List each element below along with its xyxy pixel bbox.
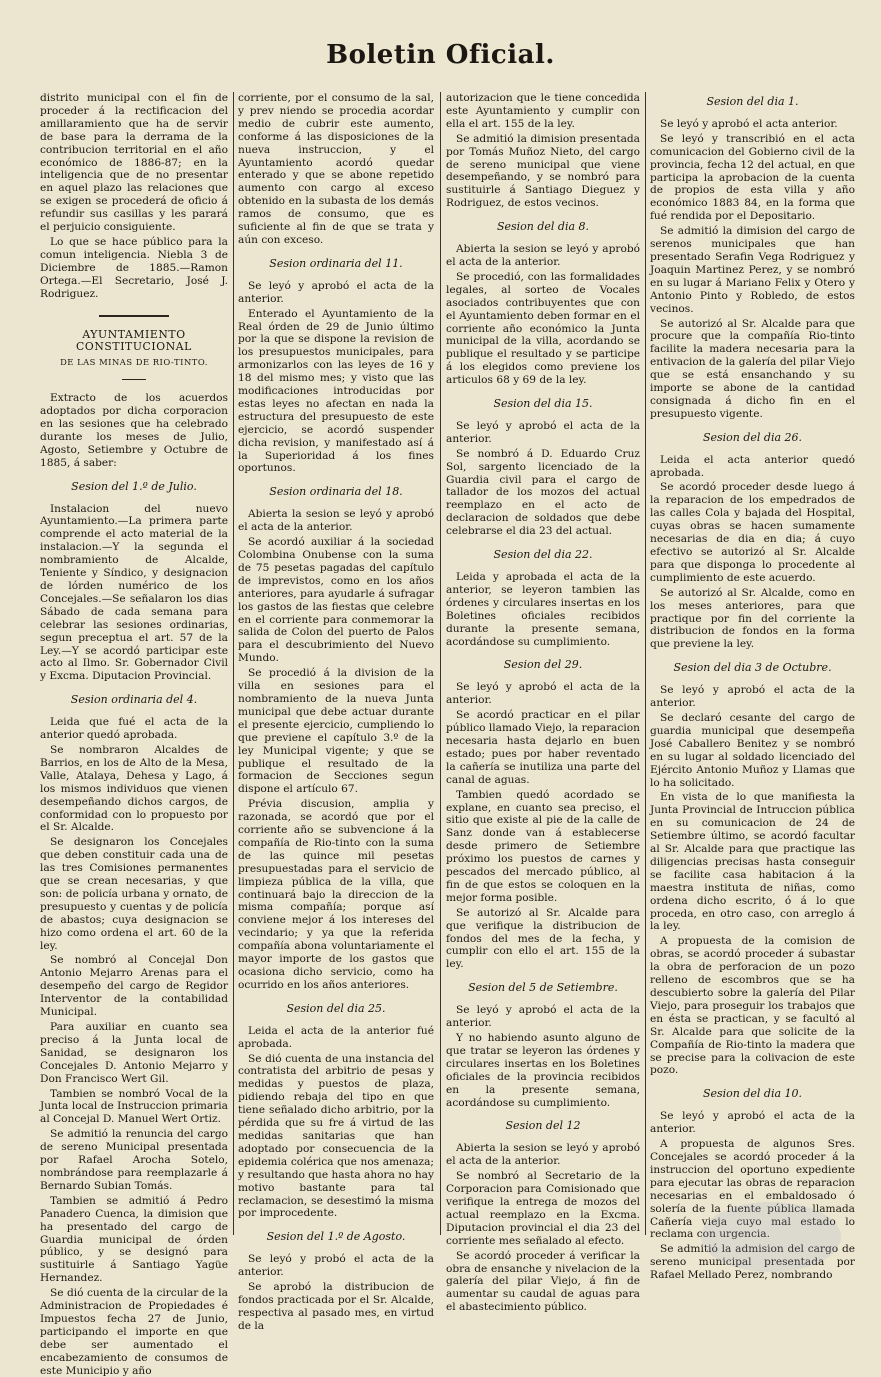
- paragraph: Leida y aprobada el acta de la anterior, se leyeron tambien las órdenes y circulares insertas en los Boletines oficiales recibidos durante la presente semana, acordándose su cumplimiento.: [446, 571, 640, 648]
- paragraph: Se leyó y aprobó el acta de la anterior.: [650, 1110, 855, 1136]
- column-rule: [233, 92, 234, 1235]
- session-heading: Sesion ordinaria del 11.: [269, 256, 403, 270]
- paragraph: Se acordó practicar en el pilar público llamado Viejo, la reparacion necesaria hasta dejarlo en buen estado; pues por haber reventado la cañería se inutiliza una parte del canal de aguas.: [446, 709, 640, 786]
- column-3: [446, 92, 640, 1314]
- paragraph: Leida que fué el acta de la anterior quedó aprobada.: [40, 716, 228, 742]
- session-heading: Sesion del 29.: [503, 658, 583, 672]
- paragraph: Instalacion del nuevo Ayuntamiento.—La primera parte comprende el acto material de la instalacion.—Y la segunda el nombramiento de Alcalde, Teniente y Síndico, y designacion de lórden numérico de los Concejales.—Se señalaron los dias Sábado de cada semana para celebrar las sesiones ordinarias, segun preceptua el art. 57 de la Ley.—Y se acordó participar este acto al Ilmo. Sr. Gobernador Civil y Excma. Diputacion Provincial.: [40, 502, 228, 683]
- column-rule: [440, 92, 441, 1235]
- paragraph: autorizacion que le tiene concedida este Ayuntamiento y cumplir con ella el art. 155 de la ley.: [446, 92, 640, 130]
- paragraph: Tambien quedó acordado se explane, en cuanto sea preciso, el sitio que existe al pie de la calle de Sanz donde van á establecerse desde primero de Setiembre próximo los puestos de carnes y pescados del mercado público, al fin de que estos se coloquen en la mejor forma posible.: [446, 788, 640, 904]
- column-rule: [645, 92, 646, 1235]
- paragraph: Se autorizó al Sr. Alcalde para que procure que la compañía Rio-tinto facilite la madera necesaria para la entivacion de la galería del pilar Viejo que se está ensanchando y su importe se abone de la cantidad consignada á dicho fin en el presupuesto vigente.: [650, 317, 855, 420]
- session-heading: Sesion del 1.º de Julio.: [71, 479, 197, 493]
- paragraph: Se nombró al Secretario de la Corporacion para Comisionado que verifique la entrega de mozos del actual reemplazo en la Excma. Diputacion provincial el dia 23 del corriente mes señalado al efecto.: [446, 1170, 640, 1247]
- column-4: [650, 92, 855, 1282]
- session-heading: Sesion del 12: [505, 1119, 581, 1133]
- session-heading: Sesion del 5 de Setiembre.: [468, 981, 618, 995]
- section-title: AYUNTAMIENTO CONSTITUCIONAL: [76, 327, 192, 354]
- section-subtitle: DE LAS MINAS DE RIO-TINTO.: [60, 357, 208, 368]
- paragraph: Abierta la sesion se leyó y aprobó el acta de la anterior.: [446, 1142, 640, 1168]
- paragraph: Se designaron los Concejales que deben constituir cada una de las tres Comisiones permanentes que se crean necesarias, y que son: de policía urbana y ornato, de presupuesto y cuentas y de policía de abastos; cuya designacion se hizo como ordena el art. 60 de la ley.: [40, 836, 228, 952]
- paragraph: Se dió cuenta de una instancia del contratista del arbitrio de pesas y medidas y puestos de plaza, pidiendo rebaja del tipo en que tiene señalado dicho arbitrio, por la pérdida que su fre á virtud de las medidas sanitarias que han adoptado por consecuencia de la epidemia colérica que nos amenaza; y resultando que hasta ahora no hay motivo bastante para tal reclamacion, se desestimó la misma por improcedente.: [238, 1052, 434, 1220]
- paragraph: Se leyó y aprobó el acta de la anterior.: [446, 681, 640, 707]
- paragraph: Leida el acta anterior quedó aprobada.: [650, 453, 855, 479]
- session-heading: Sesion del dia 26.: [702, 430, 803, 444]
- paragraph: Se leyó y aprobó el acta anterior.: [660, 117, 838, 130]
- session-heading: Sesion del dia 22.: [493, 548, 593, 562]
- paragraph: Tambien se admitió á Pedro Panadero Cuenca, la dimision que ha presentado del cargo de Guardia municipal de órden público, y se designó para sustituirle á Santiago Yagüe Hernandez.: [40, 1194, 228, 1285]
- paragraph: Y no habiendo asunto alguno de que tratar se leyeron las órdenes y circulares insertas en los Boletines oficiales de la provincia recibidos en la presente semana, acordándose su cumplimiento.: [446, 1032, 640, 1109]
- session-heading: Sesion del 1.º de Agosto.: [266, 1230, 406, 1244]
- section-separator: [99, 315, 169, 317]
- paragraph: Se autorizó al Sr. Alcalde para que verifique la distribucion de fondos del mes de la fecha, y cumplir con ello el art. 155 de la ley.: [446, 906, 640, 971]
- paragraph: A propuesta de algunos Sres. Concejales se acordó proceder á la instruccion del oportuno expediente para ejecutar las obras de reparacion necesarias en el embaldosado ó solería de la fuente pública llamada Cañería vieja cuyo mal estado lo reclama con urgencia.: [650, 1138, 855, 1241]
- watermark-stain: [701, 1202, 841, 1272]
- session-heading: Sesion ordinaria del 4.: [70, 693, 198, 707]
- paragraph: Se procedió á la division de la villa en sesiones para el nombramiento de la nueva Junta municipal que debe actuar durante el presente ejercicio, cumpliendo lo que previene el capítulo 3.º de la ley Municipal vigente; y que se publique el resultado de la formacion de Secciones segun dispone el artículo 67.: [238, 667, 434, 796]
- paragraph: Leida el acta de la anterior fué aprobada.: [238, 1024, 434, 1050]
- session-heading: Sesion del dia 1.: [706, 95, 799, 108]
- paragraph: Se admitió la renuncia del cargo de sereno Municipal presentada por Rafael Arocha Sotelo, nombrándose para reemplazarle á Bernardo Subian Tomás.: [40, 1128, 228, 1192]
- paragraph: corriente, por el consumo de la sal, y prev niendo se procedia acordar medio de cubrir este aumento, conforme á las disposiciones de la nueva instruccion, y el Ayuntamiento acordó quedar enterado y que se abone repetido aumento con cargo al exceso obtenido en la subasta de los demás ramos de consumo, que es suficiente al fin de que se trata y aún con exceso.: [238, 92, 434, 246]
- paragraph: Se admitió la admision del cargo de sereno municipal presentada por Rafael Mellado Perez, nombrando: [650, 1243, 855, 1282]
- session-heading: Sesion del dia 15.: [493, 397, 593, 411]
- paragraph: Se procedió, con las formalidades legales, al sorteo de Vocales asociados contribuyentes que con el Ayuntamiento deben formar en el corriente año económico la Junta municipal de la villa, acordando se publique el resultado y se participe á los elegidos como previene los articulos 68 y 69 de la ley.: [446, 270, 640, 387]
- paragraph: Se acordó auxiliar á la sociedad Colombina Onubense con la suma de 75 pesetas pagadas del capítulo de imprevistos, como en los años anteriores, para ayudarle á sufragar los gastos de las fiestas que celebre en el corriente para conmemorar la salida de Colon del puerto de Palos para el descubrimiento del Nuevo Mundo.: [238, 536, 434, 665]
- paragraph: Prévia discusion, amplia y razonada, se acordó que por el corriente año se subvencione á la compañía de Rio-tinto con la suma de las quince mil pesetas presupuestadas para el servicio de limpieza pública de la villa, que continuará bajo la direccion de la misma compañía; porque así conviene mejor á los intereses del vecindario; y ya que la referida compañía abona voluntariamente el mayor importe de los gastos que ocasiona dicho servicio, como ha ocurrido en los años anteriores.: [238, 798, 434, 991]
- paragraph: Abierta la sesion se leyó y aprobó el acta de la anterior.: [238, 508, 434, 534]
- paragraph: Enterado el Ayuntamiento de la Real órden de 29 de Junio último por la que se dispone la revision de los presupuestos municipales, para armonizarlos con las leyes de 16 y 18 del mismo mes; y visto que las modificaciones introducidas por estas leyes no afectan en nada la estructura del presupuesto de este ejercicio, se acordó suspender dicha revision, y manifestado así á la Superioridad á los fines oportunos.: [238, 307, 434, 475]
- paragraph: Se acordó proceder desde luego á la reparacion de los empedrados de las calles Cola y bajada del Hospital, cuyas obras se hacen sumamente necesarias de dia en dia; á cuyo efectivo se autorizó al Sr. Alcalde para que disponga lo procedente al cumplimiento de este acuerdo.: [650, 481, 855, 584]
- paragraph: distrito municipal con el fin de proceder á la rectificacion del amillaramiento que ha de servir de base para la derrama de la contribucion territorial en el año económico de 1886-87; en la inteligencia que de no presentar en aquel plazo las relaciones que se exigen se procederá de oficio á refundir sus casillas y les parará el perjuicio consiguiente.: [40, 92, 228, 234]
- paragraph: En vista de lo que manifiesta la Junta Provincial de Intruccion pública en su comunicacion de 24 de Setiembre último, se acordó facultar al Sr. Alcalde para que practique las diligencias precisas hasta conseguir se facilite casa habitacion á la maestra instituta de niñas, como ordena dicho escrito, ó á lo que proceda, en otro caso, con arreglo á la ley.: [650, 791, 855, 933]
- session-heading: Sesion del dia 25.: [286, 1001, 386, 1015]
- session-heading: Sesion del dia 3 de Octubre.: [673, 661, 832, 675]
- paragraph: Lo que se hace público para la comun inteligencia. Niebla 3 de Diciembre de 1885.—Ramon Ortega.—El Secretario, José J. Rodriguez.: [40, 235, 228, 300]
- paragraph: Se leyó y aprobó el acta de la anterior.: [650, 684, 855, 710]
- paragraph: Se leyó y transcribió en el acta comunicacion del Gobierno civil de la provincia, fecha 12 del actual, en que participa la aprobacion de la cuenta de propios de esta villa y año económico 1883 84, en la forma que fué rendida por el Depositario.: [650, 132, 855, 223]
- paragraph: Se leyó y aprobó el acta de la anterior.: [446, 419, 640, 445]
- paragraph: Abierta la sesion se leyó y aprobó el acta de la anterior.: [446, 243, 640, 268]
- session-heading: Sesion del dia 10.: [702, 1087, 803, 1101]
- paragraph: Se admitió la dimision presentada por Tomás Muñoz Nieto, del cargo de sereno municipal que viene desempeñando, y se nombró para sustituirle á Santiago Dieguez y Rodriguez, de estos vecinos.: [446, 132, 640, 210]
- session-heading: Sesion del dia 8.: [496, 220, 590, 234]
- column-1: [40, 92, 228, 1377]
- paragraph: Tambien se nombró Vocal de la Junta local de Instruccion primaria al Concejal D. Manuel Wert Ortiz.: [40, 1087, 228, 1126]
- paragraph: Se dió cuenta de la circular de la Administracion de Propiedades é Impuestos fecha 27 de Junio, participando el importe en que debe ser aumentado el encabezamiento de consumos de este Municipio y año: [40, 1287, 228, 1377]
- paragraph: Se leyó y probó el acta de la anterior.: [238, 1253, 434, 1279]
- paragraph: A propuesta de la comision de obras, se acordó proceder á subastar la obra de perforacion de un pozo relleno de escombros que se ha descubierto sobre la galería del Pilar Viejo, para proseguir los trabajos que en ésta se practican, y se facultó al Sr. Alcalde para que solicite de la Compañía de Rio-tinto la madera que se precise para la colivacion de este pozo.: [650, 935, 855, 1077]
- paragraph: Se nombraron Alcaldes de Barrios, en los de Alto de la Mesa, Valle, Atalaya, Dehesa y Lago, á los mismos individuos que vienen desempeñando dichos cargos, de conformidad con lo propuesto por el Sr. Alcalde.: [40, 743, 228, 834]
- paragraph: Se leyó y aprobó el acta de la anterior.: [238, 279, 434, 305]
- paragraph: Se admitió la dimision del cargo de serenos municipales que han presentado Serafin Vega Rodriguez y Joaquin Martinez Perez, y se nombró en su lugar á Mariano Felix y Otero y Antonio Pinto y Robledo, de estos vecinos.: [650, 225, 855, 315]
- paragraph: Extracto de los acuerdos adoptados por dicha corporacion en las sesiones que ha celebrado durante los meses de Julio, Agosto, Setiembre y Octubre de 1885, á saber:: [40, 392, 228, 469]
- paragraph: Se leyó y aprobó el acta de la anterior.: [446, 1004, 640, 1030]
- paragraph: Se declaró cesante del cargo de guardia municipal que desempeña José Caballero Benitez y se nombró en su lugar al soldado licenciado del Ejército Antonio Muñoz y Llamas que lo ha solicitado.: [650, 711, 855, 789]
- column-2: [238, 92, 434, 1332]
- paragraph: Para auxiliar en cuanto sea preciso á la Junta local de Sanidad, se designaron los Concejales D. Antonio Mejarro y Don Francisco Wert Gil.: [40, 1021, 228, 1085]
- session-heading: Sesion ordinaria del 18.: [269, 485, 403, 499]
- masthead-title: Boletin Oficial.: [326, 40, 555, 70]
- paragraph: Se nombró á D. Eduardo Cruz Sol, sargento licenciado de la Guardia civil para el cargo de tallador de los mozos del actual reemplazo en el acto de declaracion de soldados que debe celebrarse el dia 23 del actual.: [446, 447, 640, 538]
- paragraph: Se autorizó al Sr. Alcalde, como en los meses anteriores, para que practique por fin del corriente la distribucion de fondos en la forma que previene la ley.: [650, 586, 855, 651]
- short-rule: [122, 379, 146, 380]
- paragraph: Se aprobó la distribucion de fondos practicada por el Sr. Alcalde, respectiva al pasado mes, en virtud de la: [238, 1281, 434, 1332]
- paragraph: Se nombró al Concejal Don Antonio Mejarro Arenas para el desempeño del cargo de Regidor Interventor de la contabilidad Municipal.: [40, 954, 228, 1019]
- paragraph: Se acordó proceder á verificar la obra de ensanche y nivelacion de la galería del pilar Viejo, á fin de aumentar su caudal de aguas para el abastecimiento público.: [446, 1249, 640, 1314]
